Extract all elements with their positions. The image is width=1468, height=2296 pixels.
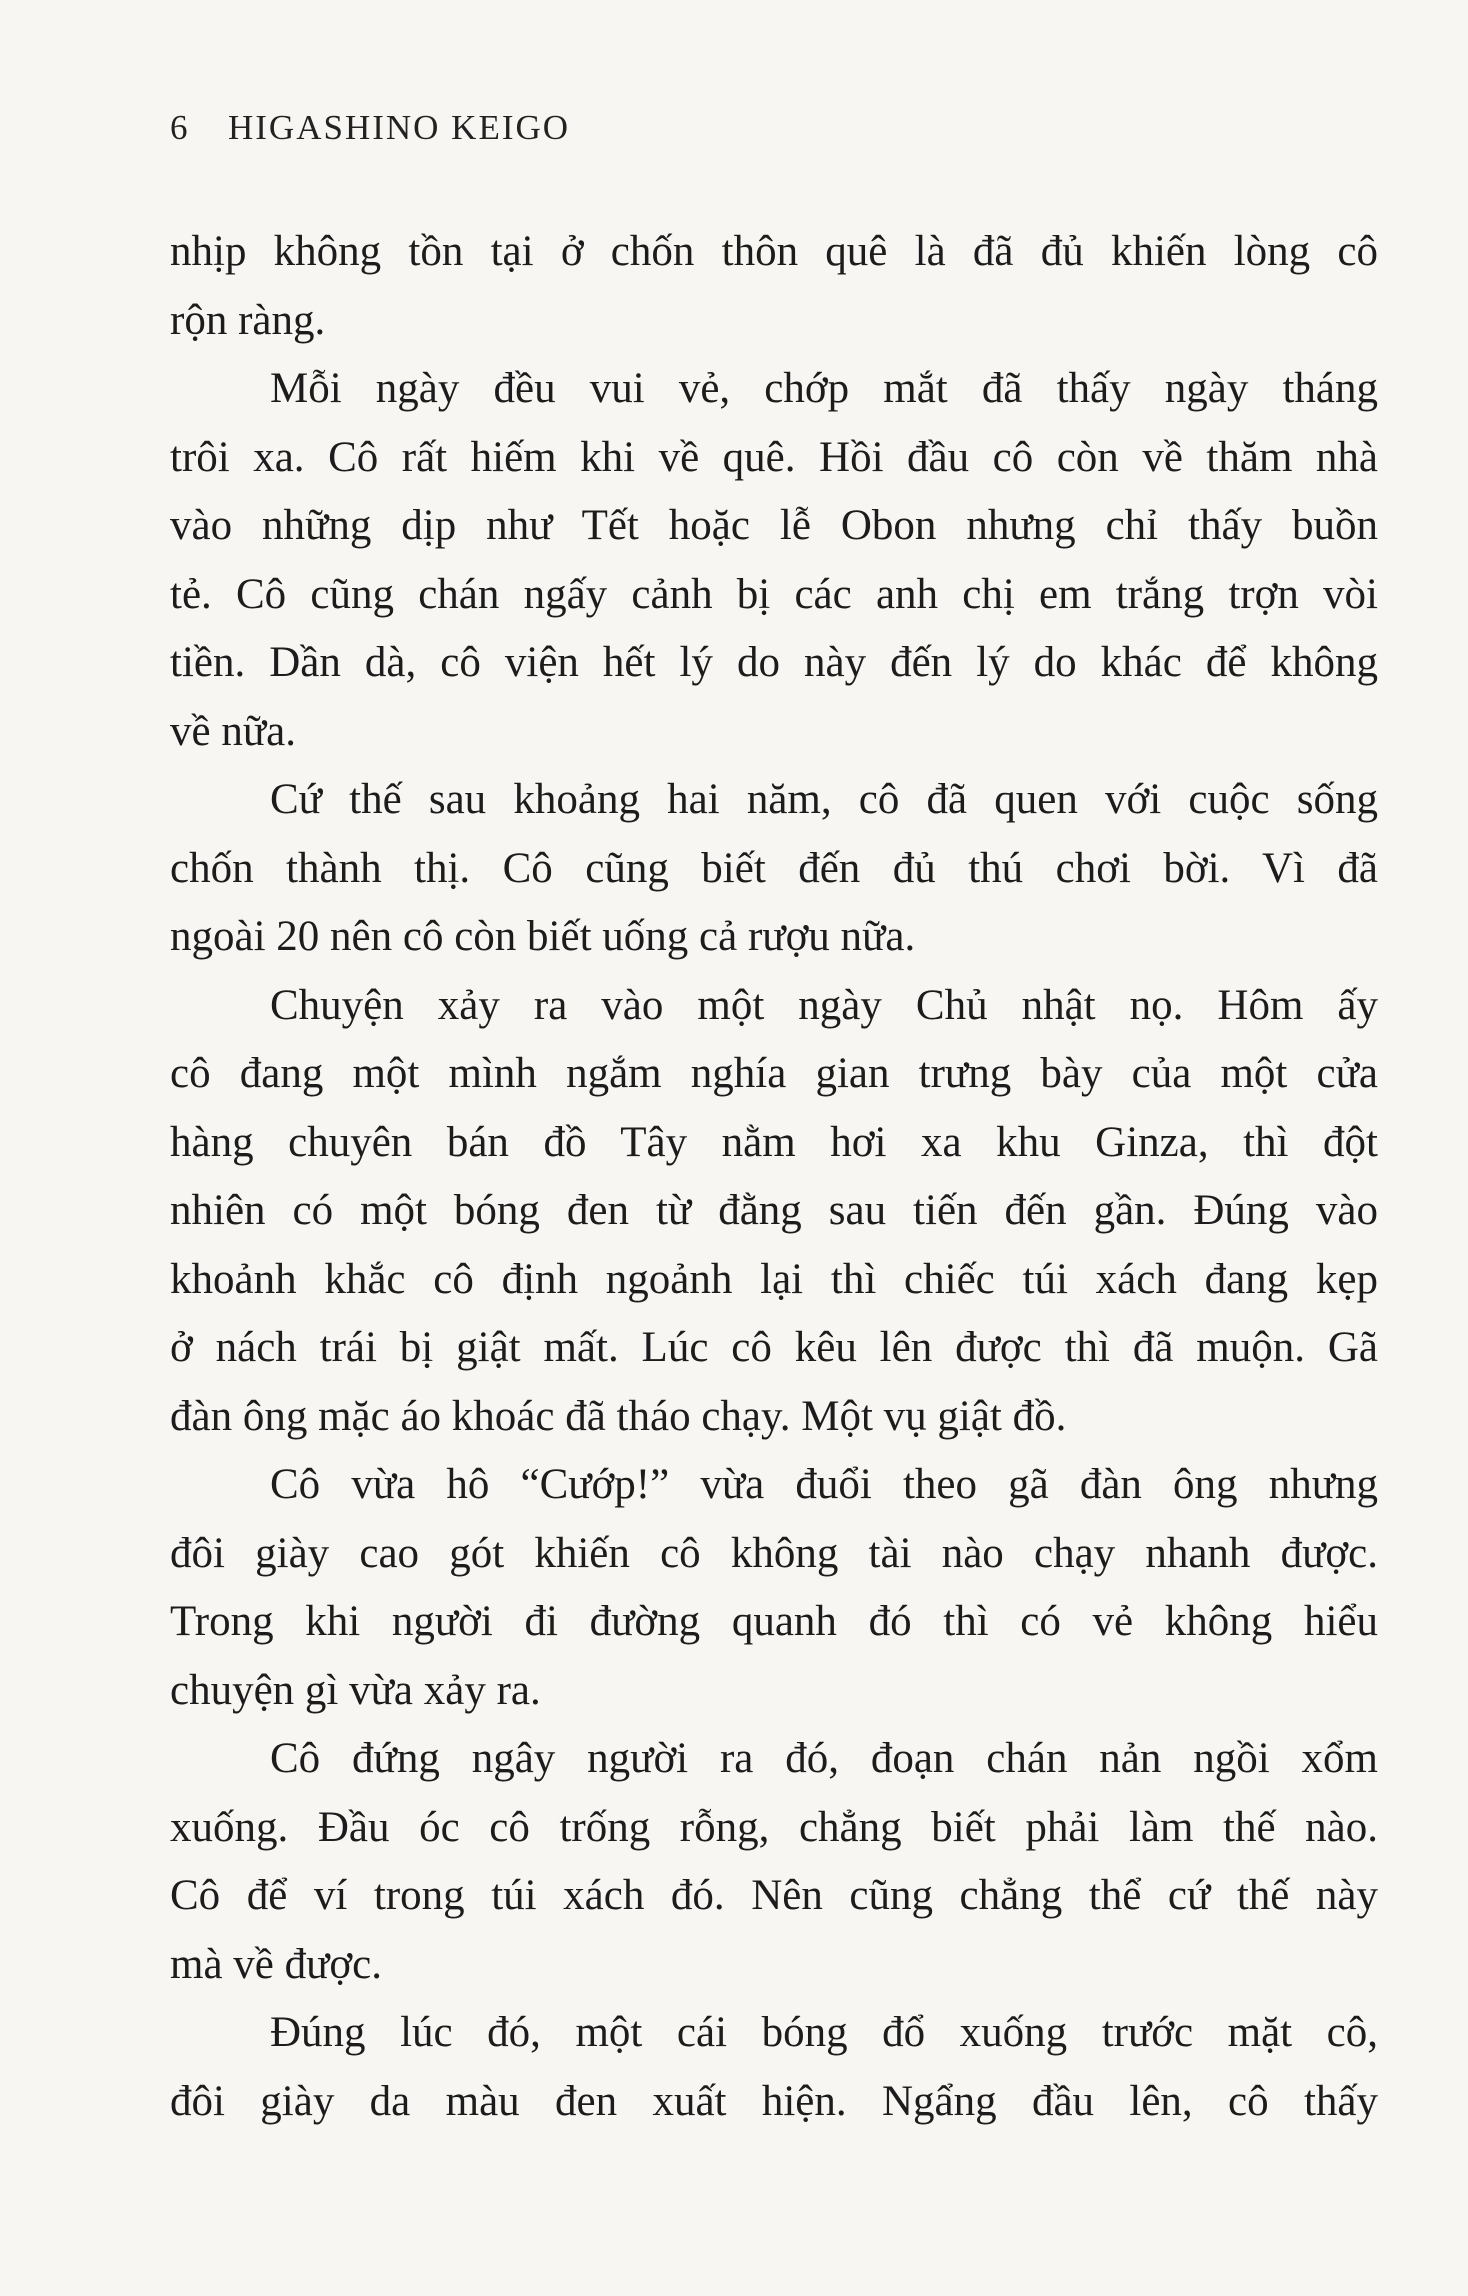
text-line: chốn thành thị. Cô cũng biết đến đủ thú chơi bời. Vì đã bbox=[170, 844, 1378, 892]
text-line: tiền. Dần dà, cô viện hết lý do này đến lý do khác để không bbox=[170, 639, 1378, 686]
text-line: Cô đứng ngây người ra đó, đoạn chán nản ngồi xổm bbox=[270, 1735, 1378, 1782]
text-line: Đúng lúc đó, một cái bóng đổ xuống trước mặt cô, bbox=[270, 2009, 1378, 2056]
author-name: HIGASHINO KEIGO bbox=[228, 108, 571, 147]
text-line: đàn ông mặc áo khoác đã tháo chạy. Một vụ giật đồ. bbox=[170, 1392, 1067, 1440]
text-line: nhịp không tồn tại ở chốn thôn quê là đã đủ khiến lòng cô bbox=[170, 228, 1378, 275]
text-line: ở nách trái bị giật mất. Lúc cô kêu lên được thì đã muộn. Gã bbox=[170, 1324, 1378, 1371]
text-line: chuyện gì vừa xảy ra. bbox=[170, 1666, 541, 1714]
text-line: hàng chuyên bán đồ Tây nằm hơi xa khu Ginza, thì đột bbox=[170, 1118, 1378, 1166]
text-line: Cô để ví trong túi xách đó. Nên cũng chẳng thể cứ thế này bbox=[170, 1872, 1378, 1919]
text-line: về nữa. bbox=[170, 707, 296, 755]
page-number: 6 bbox=[170, 108, 190, 147]
text-line: Cô vừa hô “Cướp!” vừa đuổi theo gã đàn ông nhưng bbox=[270, 1461, 1378, 1508]
text-line: đôi giày cao gót khiến cô không tài nào chạy nhanh được. bbox=[170, 1529, 1378, 1577]
text-line: mà về được. bbox=[170, 1940, 382, 1988]
body-text bbox=[170, 218, 1378, 2136]
text-line: rộn ràng. bbox=[170, 296, 326, 344]
text-line: Chuyện xảy ra vào một ngày Chủ nhật nọ. Hôm ấy bbox=[270, 981, 1378, 1029]
text-line: Cứ thế sau khoảng hai năm, cô đã quen với cuộc sống bbox=[270, 776, 1378, 823]
text-line: khoảnh khắc cô định ngoảnh lại thì chiếc túi xách đang kẹp bbox=[170, 1255, 1378, 1303]
running-header bbox=[170, 108, 570, 148]
text-line: tẻ. Cô cũng chán ngấy cảnh bị các anh chị em trắng trợn vòi bbox=[170, 570, 1378, 618]
text-line: cô đang một mình ngắm nghía gian trưng bày của một cửa bbox=[170, 1050, 1378, 1097]
text-line: ngoài 20 nên cô còn biết uống cả rượu nữa. bbox=[170, 913, 916, 960]
text-line: Trong khi người đi đường quanh đó thì có vẻ không hiểu bbox=[170, 1598, 1378, 1645]
text-line: xuống. Đầu óc cô trống rỗng, chẳng biết phải làm thế nào. bbox=[170, 1803, 1378, 1851]
text-line: nhiên có một bóng đen từ đằng sau tiến đến gần. Đúng vào bbox=[170, 1187, 1378, 1234]
text-line: đôi giày da màu đen xuất hiện. Ngẩng đầu lên, cô thấy bbox=[170, 2077, 1378, 2125]
text-line: Mỗi ngày đều vui vẻ, chớp mắt đã thấy ngày tháng bbox=[270, 365, 1378, 412]
text-line: vào những dịp như Tết hoặc lễ Obon nhưng chỉ thấy buồn bbox=[170, 502, 1378, 549]
text-line: trôi xa. Cô rất hiếm khi về quê. Hồi đầu cô còn về thăm nhà bbox=[170, 433, 1378, 481]
